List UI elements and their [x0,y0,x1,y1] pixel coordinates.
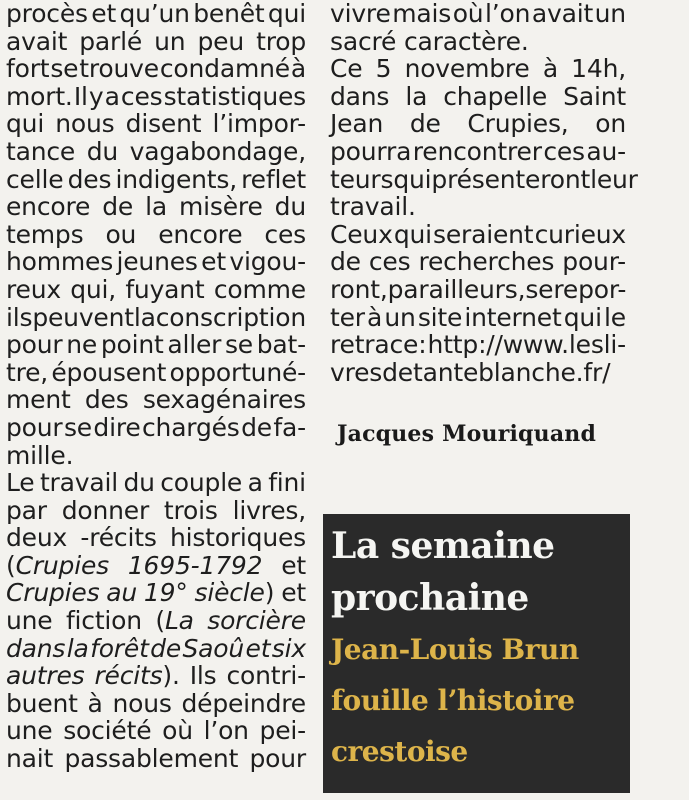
left-column-line: tance du vagabondage, [6,136,306,166]
announcement-subtitle-line-1: Jean-Louis Brun [331,633,579,666]
left-column-line: nait passablement pour [6,744,306,774]
left-column-line: procès et qu’un benêt qui [6,0,306,28]
right-column-line: Ce 5 novembre à 14h, [330,54,626,84]
left-column-line: ils peuvent la conscription [6,302,306,332]
right-column-line: vresdetanteblanche.fr/ [330,357,611,387]
right-column-line: retrace: http://www.lesli- [330,330,626,360]
left-column-line: pour se dire chargés de fa- [6,412,306,442]
left-column-line: une société où l’on pei- [6,716,306,746]
left-column-line: buent à nous dépeindre [6,688,306,718]
left-column-line: fort se trouve condamné à [6,54,306,84]
right-column-line: pourra rencontrer ces au- [330,136,626,166]
left-column-line: (Crupies 1695-1792 et [6,550,306,580]
left-column-line: pour ne point aller se bat- [6,330,306,360]
article-left-column [6,0,306,773]
right-column-line: ter à un site internet qui le [330,302,626,332]
left-column-line: encore de la misère du [6,192,306,222]
left-column-line: Le travail du couple a fini [6,468,306,498]
right-column-line: Jean de Crupies, on [330,109,626,139]
right-column-line: vivre mais où l’on avait un [330,0,626,28]
announcement-title-line-1: La semaine [331,525,555,567]
left-column-line: deux ‑récits historiques [6,523,306,553]
article-right-column [330,0,638,387]
left-column-line: dans la forêt de Saoû et six [6,633,306,663]
left-column-line: une fiction (La sorcière [6,606,306,636]
author-signature: Jacques Mouriquand [337,421,597,447]
left-column-line: autres récits). Ils contri- [6,661,306,691]
left-column-line: hommes jeunes et vigou- [6,247,306,277]
left-column-line: avait parlé un peu trop [6,26,306,56]
left-column-line: temps ou encore ces [6,219,306,249]
right-column-line: Ceux qui seraient curieux [330,219,626,249]
right-column-line: de ces recherches pour- [330,247,626,277]
left-column-line: par donner trois livres, [6,495,306,525]
announcement-title-line-2: prochaine [331,577,529,619]
left-column-line: tre, épousent opportuné- [6,357,306,387]
next-week-announcement [323,514,630,793]
left-column-line: Crupies au 19° siècle) et [6,578,306,608]
left-column-line: celle des indigents, reflet [6,164,306,194]
announcement-subtitle-line-3: crestoise [331,735,468,768]
right-column-line: travail. [330,192,416,222]
right-column-line: dans la chapelle Saint [330,81,626,111]
left-column-line: ment des sexagénaires [6,385,306,415]
left-column-line: mort. Il y a ces statistiques [6,81,306,111]
right-column-line: ront, par ailleurs, se repor- [330,274,627,304]
left-column-line: reux qui, fuyant comme [6,274,306,304]
announcement-subtitle-line-2: fouille l’histoire [331,684,575,717]
left-column-line: mille. [6,440,74,470]
right-column-line: sacré caractère. [330,26,529,56]
right-column-line: teurs qui présenteront leur [330,164,638,194]
left-column-line: qui nous disent l’impor- [6,109,306,139]
